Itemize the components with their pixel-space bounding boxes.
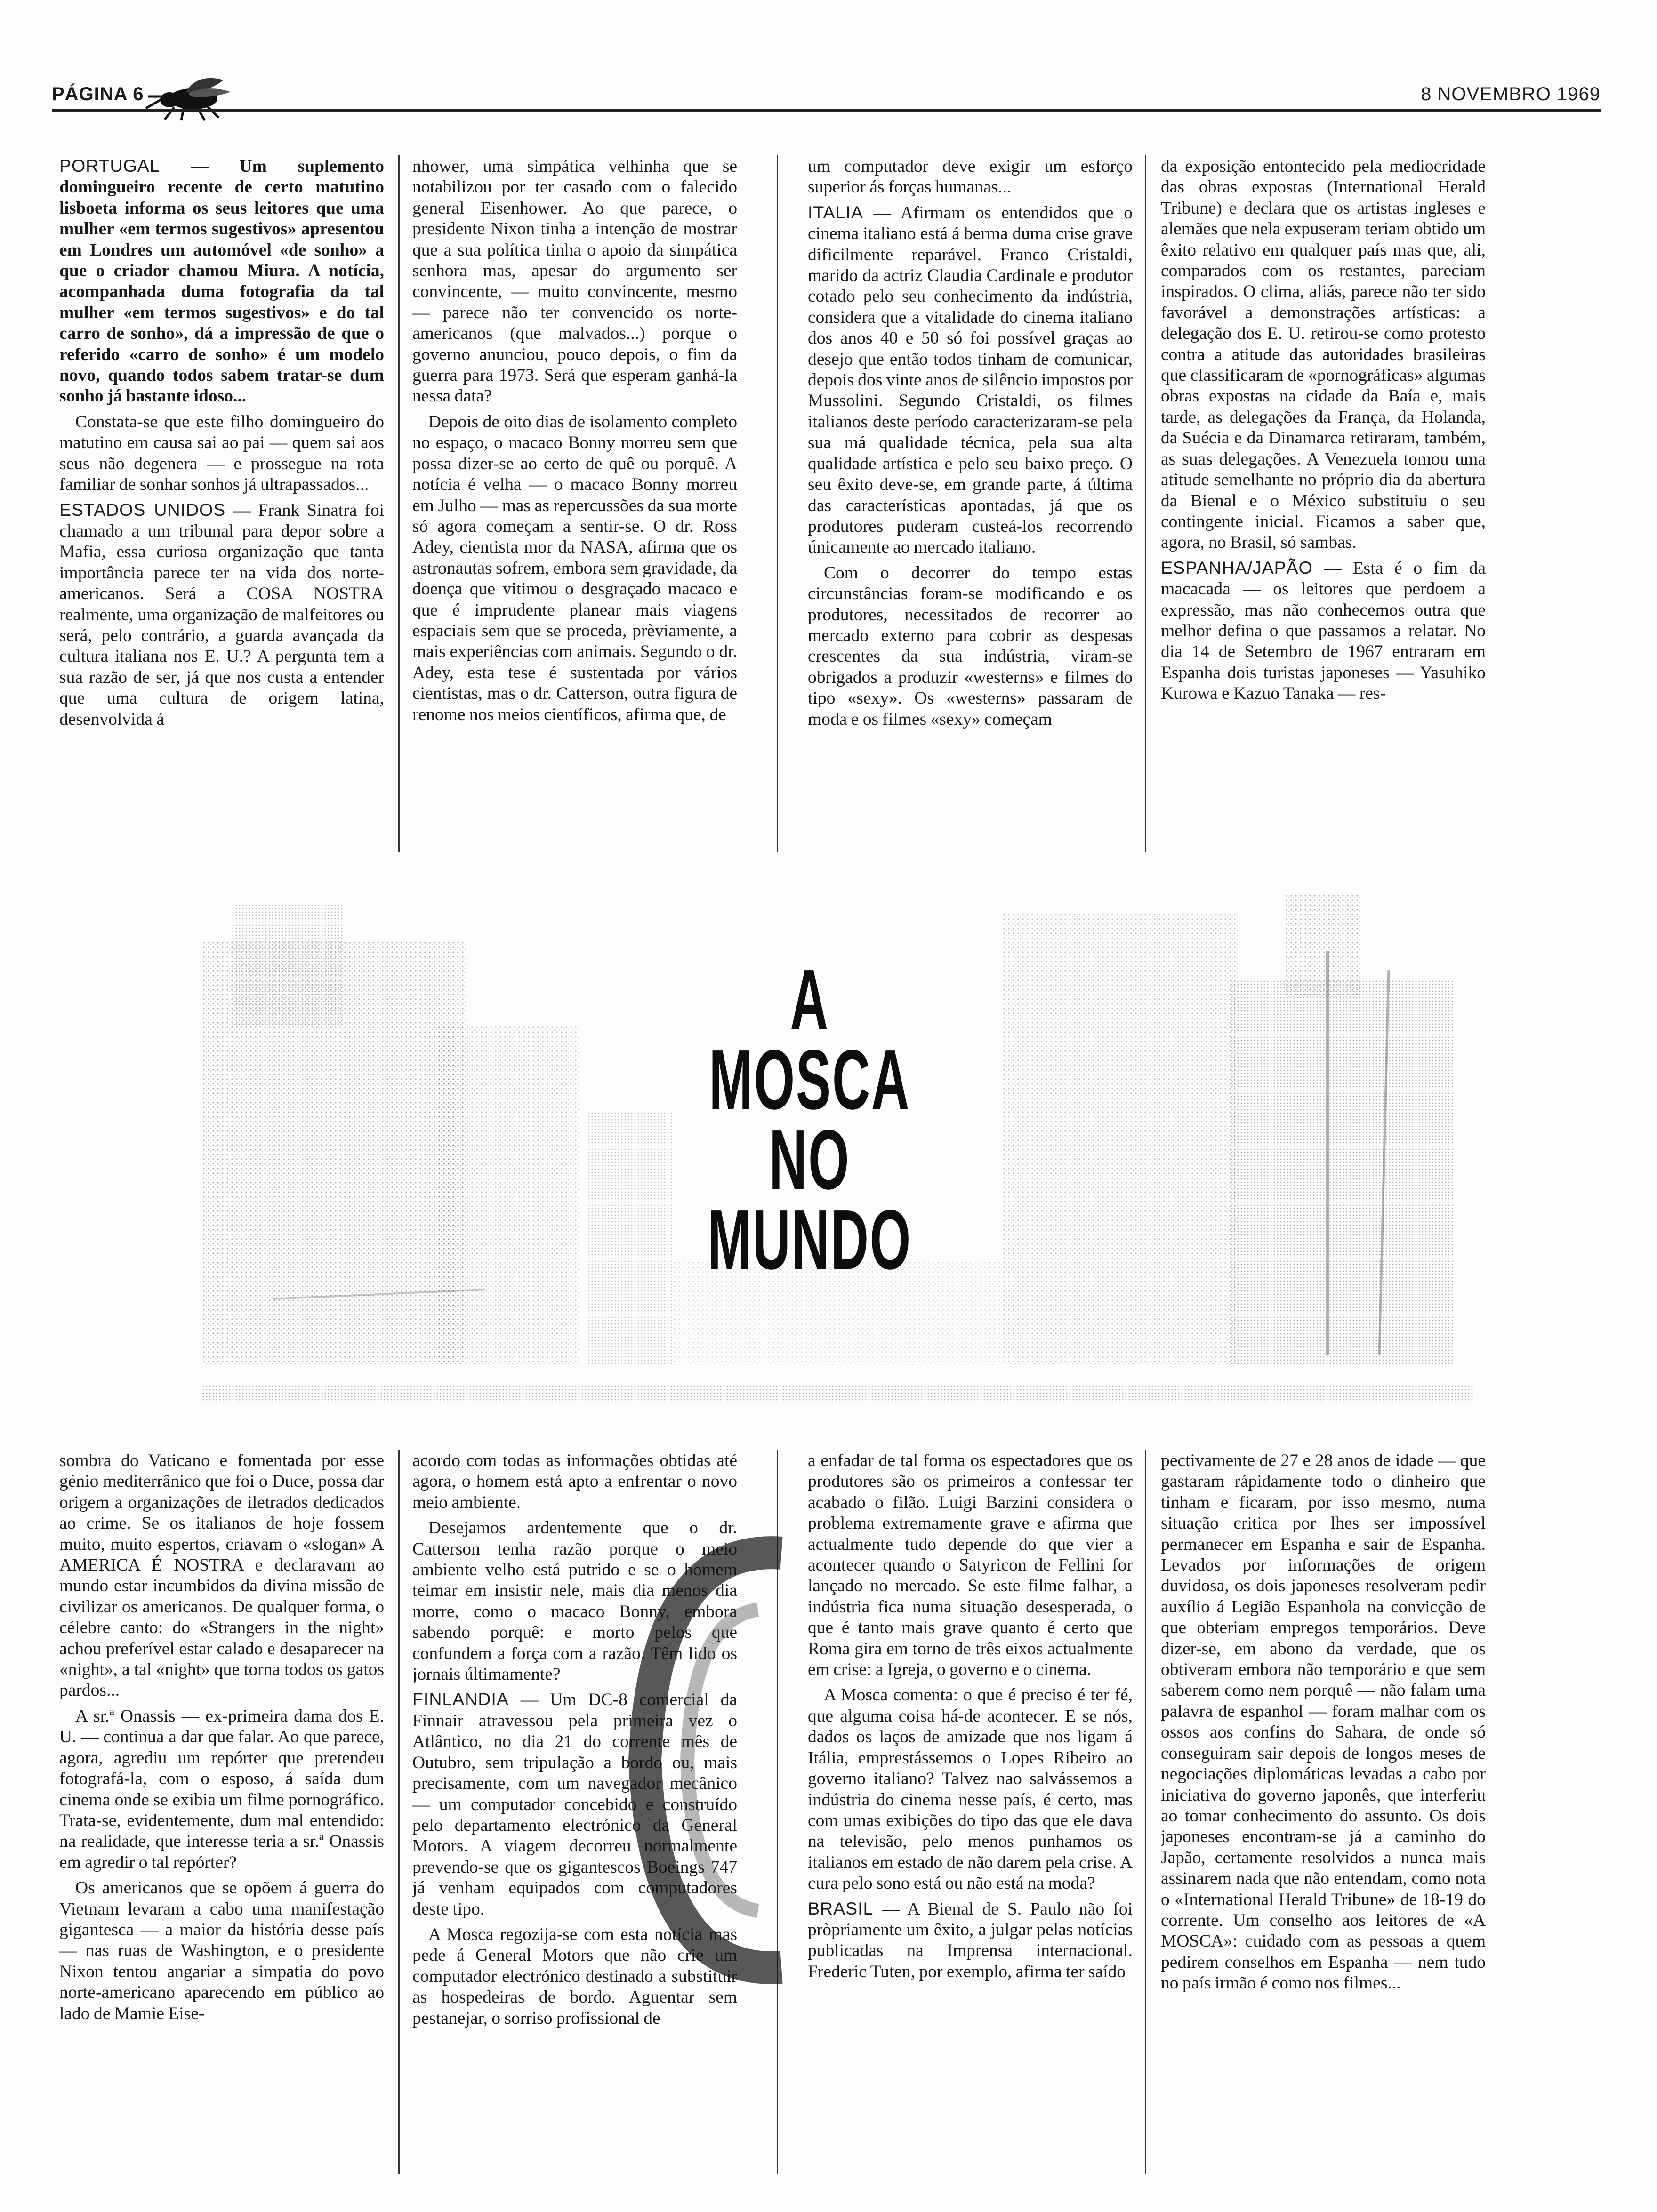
article-paragraph [412, 1689, 737, 1919]
paragraph-text: um computador deve exigir um esforço superior ás forças humanas... [808, 157, 1133, 197]
article-paragraph [59, 411, 384, 496]
article-paragraph [808, 155, 1133, 198]
paragraph-text: da exposição entontecido pela mediocridade das obras expostas (International Herald Tribune) e declara que os artistas ingleses e alemães que nela expuseram teriam obtido um êxito relativo em qualquer país mas que, ali, comparados com os restantes, pareciam inspirados. O clima, aliás, parece não ter sido favorável a demonstrações artísticas: a delegação dos E. U. retirou-se como protesto contra a atitude das autoridades brasileiras que classificaram de «pornográficas» algumas obras expostas na cidade da Baía e, mais tarde, as delegações da França, da Holanda, da Suécia e da Dinamarca retiraram, também, as suas delegações. A Venezuela tomou uma atitude semelhante no próprio dia da abertura da Bienal e o México substituiu o seu contingente inicial. Ficamos a saber que, agora, no Brasil, só sambas. [1161, 157, 1486, 553]
top-column-2 [412, 155, 737, 861]
column-divider [1145, 1450, 1146, 2174]
issue-date: 8 NOVEMBRO 1969 [1421, 84, 1601, 104]
paragraph-text: nhower, uma simpática velhinha que se notabilizou por ter casado com o falecido general Eisenhower. Ao que parece, o presidente Nixon tinha a intenção de mostrar que a sua política tinha o apoio da simpática senhora mas, apesar do argumento ser convincente, — muito convincente, mesmo — parece não ter convencido os norte-americanos (que malvados...) porque o governo anunciou, pouco depois, o fim da guerra para 1973. Será que esperam ganhá-la nessa data? [412, 157, 737, 406]
paragraph-text: A sr.ª Onassis — ex-primeira dama dos E. U. — continua a dar que falar. Ao que parece, agora, agrediu um repórter que pretendeu fotografá-la, com o esposo, á saída dum cinema onde se exibia um filme pornográfico. Trata-se, evidentemente, dum mal entendido: na realidade, que interesse teria a sr.ª Onassis em agredir o tal repórter? [59, 1706, 384, 1872]
headline-line-1: A [790, 953, 829, 1047]
paragraph-text: acordo com todas as informações obtidas até agora, o homem está apto a enfrentar o novo meio ambiente. [412, 1451, 737, 1512]
paragraph-text: Com o decorrer do tempo estas circunstâncias foram-se modificando e os produtores, necessitados de recorrer ao mercado externo para cobrir as despesas crescentes da sua indústria, viram-se obrigados a produzir «westerns» e filmes do tipo «sexy». Os «westerns» passaram de moda e os filmes «sexy» começam [808, 563, 1133, 729]
headline-line-2: MOSCA [709, 1033, 910, 1127]
article-paragraph [808, 1450, 1133, 1680]
top-column-4 [1161, 155, 1486, 861]
article-paragraph [412, 1517, 737, 1685]
article-paragraph [59, 1705, 384, 1873]
header-rule [52, 109, 1601, 112]
column-divider [1145, 155, 1146, 852]
article-paragraph [412, 1923, 737, 2029]
bottom-column-4 [1161, 1450, 1486, 2184]
paragraph-text: pectivamente de 27 e 28 anos de idade — que gastaram rápidamente todo o dinheiro que tinham e ficaram, por isso mesmo, numa situação critica por lhes ser impossível permanecer em Espanha e sair de Espanha. Levados por informações de origem duvidosa, os dois japoneses resolveram pedir auxílio á Legião Espanhola na convicção de que obteriam empregos temporários. Deve dizer-se, em abono da verdade, que os obtiveram embora não temporário e que sem saberem como nem porquê — não falam uma palavra de espanhol — foram malhar com os ossos aos confins do Sahara, de onde só conseguiram sair depois de longos meses de negociações diplomáticas levadas a cabo por iniciativa do governo japonês, que interferiu ao tomar conhecimento do assunto. Os dois japoneses encontram-se já a caminho do Japão, certamente resolvidos a nunca mais assinarem nada que não entendam, como nota o «International Herald Tribune» de 18-19 do corrente. Um conselho aos leitores de «A MOSCA»: cuidado com as pessoas a quem pedirem conselhos em Espanha — nem tudo no país irmão é como nos filmes... [1161, 1451, 1486, 1993]
article-paragraph [808, 202, 1133, 558]
page-number: PÁGINA 6 [52, 84, 144, 104]
bottom-column-1 [59, 1450, 384, 2184]
bottom-column-2 [412, 1450, 737, 2184]
headline-line-4: MUNDO [708, 1193, 912, 1287]
section-heading: PORTUGAL [59, 156, 160, 176]
article-paragraph [1161, 155, 1486, 553]
paragraph-text: — Um suplemento domingueiro recente de certo matutino lisboeta informa os seus leitores que uma mulher «em termos sugestivos» apresentou em Londres um automóvel «de sonho» a que o criador chamou Miura. A notícia, acompanhada duma fotografia da tal mulher «em termos sugestivos» e do tal carro de sonho», dá a impressão de que o referido «carro de sonho» é um modelo novo, quando todos sabem tratar-se dum sonho já bastante idoso... [59, 157, 384, 406]
section-heading: FINLANDIA [412, 1689, 509, 1709]
section-heading: ESTADOS UNIDOS [59, 499, 226, 520]
article-paragraph [59, 1450, 384, 1701]
paragraph-text: A Mosca comenta: o que é preciso é ter fé, que alguma coisa há-de acontecer. E se nós, dados os laços de amizade que nos ligam á Itália, emprestássemos o Lopes Ribeiro ao governo italiano? Talvez nao salvássemos a indústria do cinema nesse país, é certo, mas com umas exibições do tipo das que ele dava na televisão, pelo menos punhamos os italianos em estado de não darem pela crise. A cura pelo sono está ou não está na moda? [808, 1685, 1133, 1893]
bottom-column-3 [808, 1450, 1133, 2184]
section-heading: BRASIL [808, 1898, 874, 1918]
article-paragraph [808, 1898, 1133, 1983]
article-paragraph [59, 155, 384, 407]
article-paragraph [59, 1877, 384, 2024]
article-paragraph [412, 1450, 737, 1513]
paragraph-text: A Mosca regozija-se com esta notícia mas pede á General Motors que não crie um computador electrónico destinado a substituir as hospedeiras de bordo. Aguentar sem pestanejar, o sorriso profissional de [412, 1924, 737, 2028]
top-column-3 [808, 155, 1133, 861]
paragraph-text: — Um DC-8 comercial da Finnair atravessou pela primeira vez o Atlântico, no dia 21 do corrente mês de Outubro, sem tripulação a bordo ou, mais precisamente, com um navegador mecânico — um computador concebido e construído pelo departamento electrónico da General Motors. A viagem decorreu normalmente prevendo-se que os gigantescos Boeings 747 já venham equipados com computadores deste tipo. [412, 1690, 737, 1919]
paragraph-text: — Esta é o fim da macacada — os leitores que perdoem a expressão, mas não conhecemos outra que melhor defina o que passamos a relatar. No dia 14 de Setembro de 1967 entraram em Espanha dois turistas japoneses — Yasuhiko Kurowa e Kazuo Tanaka — res- [1161, 558, 1486, 704]
column-divider [398, 1450, 400, 2174]
paragraph-text: — A Bienal de S. Paulo não foi pròpriamente um êxito, a julgar pelas notícias publicadas na Imprensa internacional. Frederic Tuten, por exemplo, afirma ter saído [808, 1899, 1133, 1981]
headline [708, 953, 912, 1287]
paragraph-text: — Frank Sinatra foi chamado a um tribunal para depor sobre a Mafia, essa curiosa organização que tanta importância parece ter na vida dos norte-americanos. Será a COSA NOSTRA realmente, uma organização de malfeitores ou será, pelo contrário, a guarda avançada da cultura italiana nos E. U.? A pergunta tem a sua razão de ser, já que nos custa a entender que uma cultura de origem latina, desenvolvida á [59, 500, 384, 729]
paragraph-text: Desejamos ardentemente que o dr. Catterson tenha razão porque o meio ambiente velho está putrido e se o homem teimar em insistir nele, mais dia menos dia morre, como o macaco Bonny, embora sabendo porquê: e morto pelos que confundem a força com a razão. Têm lido os jornais últimamente? [412, 1518, 737, 1684]
section-heading: ITALIA [808, 202, 863, 222]
top-column-1 [59, 155, 384, 861]
article-paragraph [808, 1684, 1133, 1894]
article-paragraph [412, 155, 737, 407]
article-paragraph [808, 562, 1133, 730]
article-paragraph [412, 411, 737, 725]
paragraph-text: a enfadar de tal forma os espectadores que os produtores são os primeiros a confessar ter acabado o filão. Luigi Barzini considera o problema extremamente grave e afirma que actualmente tudo depende do que vier a acontecer quando o Satyricon de Fellini for lançado no mercado. Se este filme falhar, a indústria fica numa situação desesperada, o que é tanto mais grave quanto é certo que Roma gira em torno de três eixos actualmente em crise: a Igreja, o governo e o cinema. [808, 1451, 1133, 1680]
paragraph-text: Depois de oito dias de isolamento completo no espaço, o macaco Bonny morreu sem que possa dizer-se ao certo de quê ou porquê. A notícia é velha — o macaco Bonny morreu em Julho — mas as repercussões da sua morte só agora começam a sentir-se. O dr. Ross Adey, cientista mor da NASA, afirma que os astronautas sofrem, embora sem gravidade, da doença que vitimou o desgraçado macaco e que é imprudente planear mais viagens espaciais sem que se proceda, prèviamente, a mais experiências com animais. Segundo o dr. Adey, esta tese é sustentada por vários cientistas, mas o dr. Catterson, outra figura de renome nos meios científicos, afirma que, de [412, 412, 737, 724]
paragraph-text: sombra do Vaticano e fomentada por esse génio mediterrânico que foi o Duce, possa dar origem a organizações de iletrados dedicados ao crime. Se os italianos de hoje fossem muito, muito espertos, criavam o «slogan» A AMERICA É NOSTRA e declaravam ao mundo estar incumbidos da divina missão de civilizar os americanos. De qualquer forma, o célebre canto: do «Strangers in the night» achou preferível estar calado e desaparecer na «night», a tal «night» que torna todos os gatos pardos... [59, 1451, 384, 1700]
article-paragraph [1161, 1450, 1486, 1994]
column-divider [777, 1450, 778, 2174]
paragraph-text: — Afirmam os entendidos que o cinema italiano está á berma duma crise grave dificilmente reparável. Franco Cristaldi, marido da actriz Claudia Cardinale e produtor cotado pelo seu conhecimento da indústria, considera que a vitalidade do cinema italiano dos anos 40 e 50 só foi possível graças ao desejo que então todos tinham de comunicar, depois dos vinte anos de silêncio impostos por Mussolini. Segundo Cristaldi, os filmes italianos deste período caracterizaram-se pela sua má qualidade técnica, pela sua alta qualidade artística e pelo seu baixo preço. O seu êxito deve-se, em grande parte, á última das características apontadas, já que os produtores puderam custeá-los recorrendo únicamente ao mercado italiano. [808, 203, 1133, 557]
paragraph-text: Constata-se que este filho domingueiro do matutino em causa sai ao pai — quem sai aos seus não degenera — e prossegue na rota familiar de sonhar sonhos já ultrapassados... [59, 412, 384, 495]
section-heading: ESPANHA/JAPÃO [1161, 557, 1313, 577]
headline-line-3: NO [769, 1113, 851, 1207]
article-paragraph [1161, 557, 1486, 705]
paragraph-text: Os americanos que se opõem á guerra do Vietnam levaram a cabo uma manifestação gigantesca — a maior da história desse país — nas ruas de Washington, e o presidente Nixon tentou angariar a simpatia do povo norte-americano aparecendo em público ao lado de Mamie Eise- [59, 1878, 384, 2023]
column-divider [398, 155, 400, 852]
column-divider [777, 155, 778, 852]
fly-icon [141, 71, 235, 122]
article-paragraph [59, 499, 384, 730]
